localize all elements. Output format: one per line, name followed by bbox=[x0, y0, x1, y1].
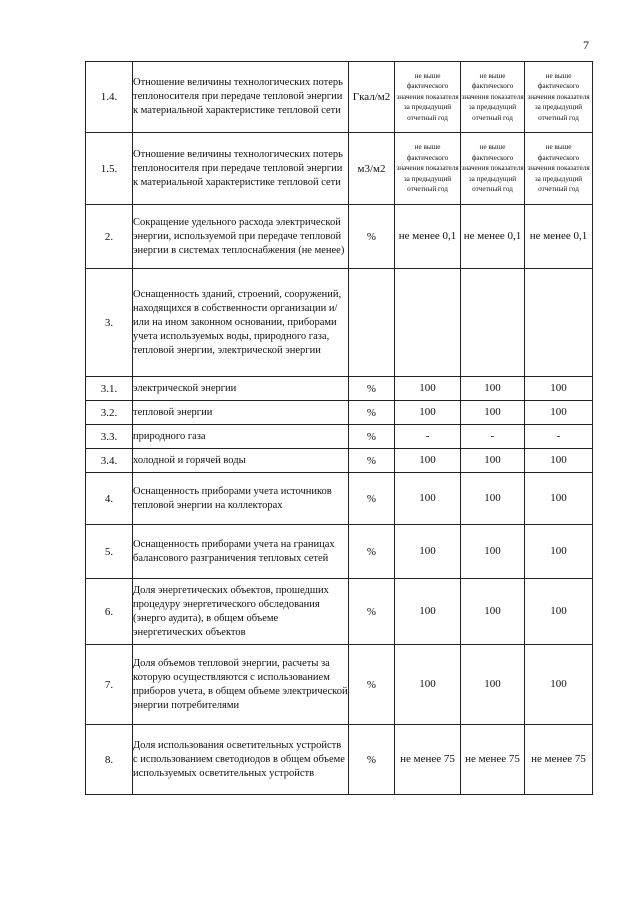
indicator-description: холодной и горячей воды bbox=[133, 449, 349, 473]
row-number: 6. bbox=[86, 579, 133, 645]
row-number: 2. bbox=[86, 205, 133, 269]
unit-cell: % bbox=[349, 449, 395, 473]
value-cell-2: не выше фактического значения показателя за предыдущий отчетный год bbox=[461, 133, 525, 205]
value-cell-3: 100 bbox=[525, 579, 593, 645]
value-cell-1: 100 bbox=[395, 473, 461, 525]
value-cell-2: не выше фактического значения показателя за предыдущий отчетный год bbox=[461, 62, 525, 133]
value-cell-3 bbox=[525, 269, 593, 377]
value-cell-1: не менее 75 bbox=[395, 725, 461, 795]
value-cell-1: 100 bbox=[395, 377, 461, 401]
value-cell-3: 100 bbox=[525, 645, 593, 725]
value-cell-1: не выше фактического значения показателя за предыдущий отчетный год bbox=[395, 133, 461, 205]
unit-cell: % bbox=[349, 401, 395, 425]
value-cell-3: 100 bbox=[525, 401, 593, 425]
value-cell-3: 100 bbox=[525, 525, 593, 579]
value-cell-3: - bbox=[525, 425, 593, 449]
table-row bbox=[86, 269, 593, 377]
row-number: 3.4. bbox=[86, 449, 133, 473]
indicator-description: Доля использования осветительных устройств с использованием светодиодов в общем объеме используемых осветительных устройств bbox=[133, 725, 349, 795]
row-number: 3. bbox=[86, 269, 133, 377]
table-row bbox=[86, 645, 593, 725]
indicators-table bbox=[85, 61, 593, 795]
value-cell-2: 100 bbox=[461, 377, 525, 401]
unit-cell: % bbox=[349, 525, 395, 579]
unit-cell: % bbox=[349, 377, 395, 401]
indicator-description: Оснащенность приборами учета источников тепловой энергии на коллекторах bbox=[133, 473, 349, 525]
row-number: 1.4. bbox=[86, 62, 133, 133]
value-cell-3: не менее 0,1 bbox=[525, 205, 593, 269]
value-cell-2 bbox=[461, 269, 525, 377]
value-cell-1: не выше фактического значения показателя за предыдущий отчетный год bbox=[395, 62, 461, 133]
value-cell-3: не выше фактического значения показателя за предыдущий отчетный год bbox=[525, 133, 593, 205]
table-row bbox=[86, 473, 593, 525]
indicator-description: Отношение величины технологических потерь теплоносителя при передаче тепловой энергии к материальной характеристике тепловой сети bbox=[133, 133, 349, 205]
table-row bbox=[86, 425, 593, 449]
indicator-description: Сокращение удельного расхода электрической энергии, используемой при передаче тепловой энергии в системах теплоснабжения (не менее) bbox=[133, 205, 349, 269]
value-cell-2: не менее 75 bbox=[461, 725, 525, 795]
value-cell-3: не выше фактического значения показателя за предыдущий отчетный год bbox=[525, 62, 593, 133]
table-row bbox=[86, 62, 593, 133]
table-row bbox=[86, 133, 593, 205]
row-number: 7. bbox=[86, 645, 133, 725]
indicator-description: электрической энергии bbox=[133, 377, 349, 401]
unit-cell: % bbox=[349, 579, 395, 645]
value-cell-1: 100 bbox=[395, 525, 461, 579]
value-cell-2: 100 bbox=[461, 449, 525, 473]
indicator-description: тепловой энергии bbox=[133, 401, 349, 425]
indicator-description: природного газа bbox=[133, 425, 349, 449]
table-row bbox=[86, 449, 593, 473]
table-row bbox=[86, 579, 593, 645]
table-row bbox=[86, 525, 593, 579]
unit-cell: % bbox=[349, 473, 395, 525]
value-cell-1: 100 bbox=[395, 449, 461, 473]
value-cell-3: не менее 75 bbox=[525, 725, 593, 795]
value-cell-1 bbox=[395, 269, 461, 377]
value-cell-1: - bbox=[395, 425, 461, 449]
value-cell-1: не менее 0,1 bbox=[395, 205, 461, 269]
value-cell-2: 100 bbox=[461, 645, 525, 725]
value-cell-2: 100 bbox=[461, 473, 525, 525]
row-number: 1.5. bbox=[86, 133, 133, 205]
value-cell-2: не менее 0,1 bbox=[461, 205, 525, 269]
row-number: 5. bbox=[86, 525, 133, 579]
value-cell-2: 100 bbox=[461, 525, 525, 579]
row-number: 3.1. bbox=[86, 377, 133, 401]
indicator-description: Оснащенность приборами учета на границах балансового разграничения тепловых сетей bbox=[133, 525, 349, 579]
row-number: 3.3. bbox=[86, 425, 133, 449]
value-cell-1: 100 bbox=[395, 645, 461, 725]
row-number: 4. bbox=[86, 473, 133, 525]
value-cell-2: 100 bbox=[461, 401, 525, 425]
value-cell-2: 100 bbox=[461, 579, 525, 645]
table-row bbox=[86, 205, 593, 269]
value-cell-3: 100 bbox=[525, 449, 593, 473]
table-row bbox=[86, 377, 593, 401]
unit-cell: % bbox=[349, 425, 395, 449]
indicator-description: Оснащенность зданий, строений, сооружений, находящихся в собственности организации и/или на ином законном основании, приборами учета используемых воды, природного газа, тепловой энергии, электрической энергии bbox=[133, 269, 349, 377]
value-cell-1: 100 bbox=[395, 401, 461, 425]
table-row bbox=[86, 725, 593, 795]
indicator-description: Доля энергетических объектов, прошедших процедуру энергетического обследования (энерго аудита), в общем объеме энергетических объектов bbox=[133, 579, 349, 645]
value-cell-2: - bbox=[461, 425, 525, 449]
unit-cell: Гкал/м2 bbox=[349, 62, 395, 133]
unit-cell: % bbox=[349, 205, 395, 269]
row-number: 8. bbox=[86, 725, 133, 795]
indicator-description: Отношение величины технологических потерь теплоносителя при передаче тепловой энергии к материальной характеристике тепловой сети bbox=[133, 62, 349, 133]
unit-cell bbox=[349, 269, 395, 377]
unit-cell: % bbox=[349, 725, 395, 795]
row-number: 3.2. bbox=[86, 401, 133, 425]
unit-cell: % bbox=[349, 645, 395, 725]
table-row bbox=[86, 401, 593, 425]
indicator-description: Доля объемов тепловой энергии, расчеты за которую осуществляются с использованием приборов учета, в общем объеме электрической энергии потребителями bbox=[133, 645, 349, 725]
value-cell-3: 100 bbox=[525, 473, 593, 525]
value-cell-1: 100 bbox=[395, 579, 461, 645]
unit-cell: м3/м2 bbox=[349, 133, 395, 205]
value-cell-3: 100 bbox=[525, 377, 593, 401]
page-number: 7 bbox=[583, 38, 589, 52]
